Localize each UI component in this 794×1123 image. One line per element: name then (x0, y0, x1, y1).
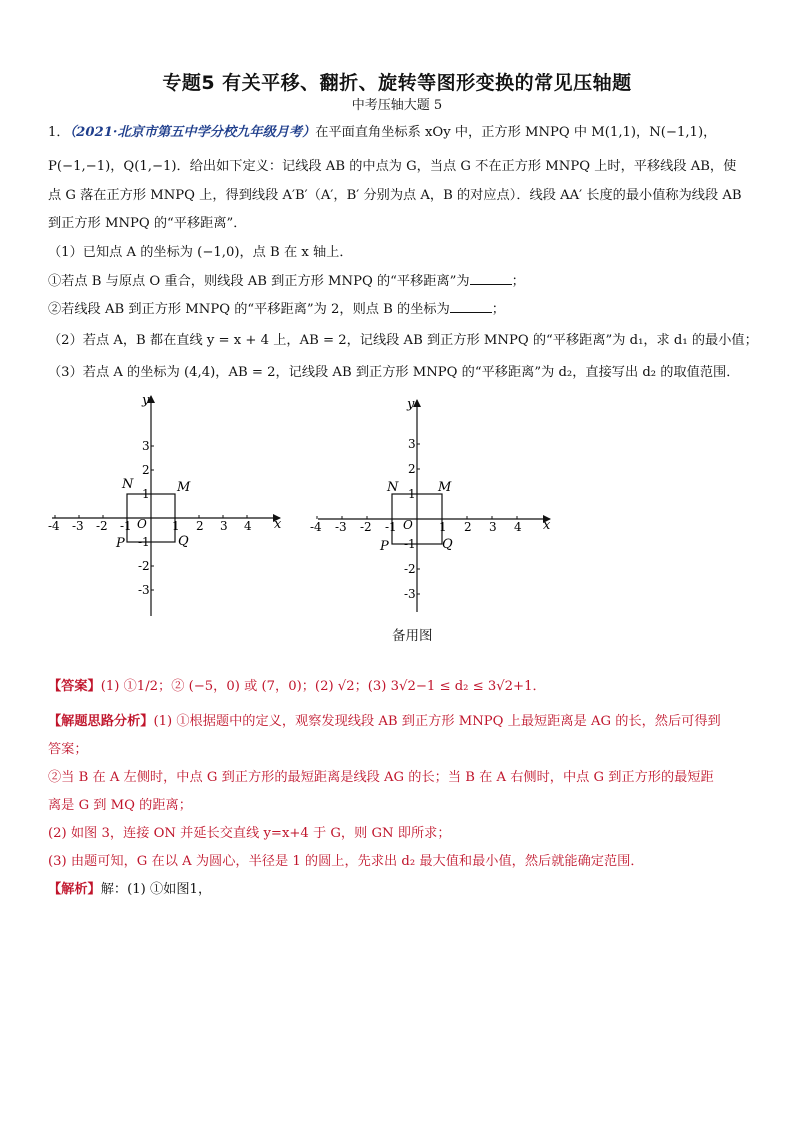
analysis-text-1: (1) ①根据题中的定义，观察发现线段 AB 到正方形 MNPQ 上最短距离是 AG 的长，然后可得到 (153, 714, 721, 729)
y-tick-label: -3 (404, 587, 416, 601)
label-p: P (116, 536, 125, 551)
question-1: （1）已知点 A 的坐标为 (−1,0)，点 B 在 x 轴上． (48, 245, 353, 260)
y-tick-label: -1 (138, 535, 150, 549)
problem-line-4: 到正方形 MNPQ 的“平移距离”． (48, 216, 247, 231)
x-tick-label: -2 (96, 519, 108, 533)
x-tick-label: -3 (72, 519, 84, 533)
analysis-line-4: 离是 G 到 MQ 的距离； (48, 798, 192, 813)
x-tick-label: 3 (489, 520, 497, 534)
label-q: Q (178, 534, 189, 549)
x-tick-label: -4 (310, 520, 322, 534)
x-tick-label: -1 (385, 520, 397, 534)
solution-text: 解：(1) ①如图1， (100, 882, 212, 897)
x-axis-label: x (543, 518, 551, 533)
y-axis-label: y (142, 393, 150, 408)
y-tick-label: 2 (142, 463, 150, 477)
y-tick-label: -1 (404, 537, 416, 551)
problem-text-1: 在平面直角坐标系 xOy 中，正方形 MNPQ 中 M(1,1)，N(−1,1)， (315, 125, 717, 140)
label-m: M (438, 480, 452, 495)
question-1a (48, 272, 525, 291)
problem-number: 1． (48, 125, 70, 140)
y-axis-label: y (407, 397, 415, 412)
y-tick-label: -3 (138, 583, 150, 597)
answer-text: (1) ①1/2；② (−5，0) 或 (7，0)；(2) √2；(3) 3√2−1 ≤ d₂ ≤ 3√2+1． (100, 679, 546, 694)
label-p: P (380, 539, 389, 554)
backup-graph-caption: 备用图 (392, 628, 433, 644)
problem-line-2: P(−1,−1)，Q(1,−1)．给出如下定义：记线段 AB 的中点为 G，当点 G 不在正方形 MNPQ 上时，平移线段 AB，使 (48, 159, 737, 174)
analysis-label: 【解题思路分析】 (48, 714, 154, 729)
problem-line-1 (48, 124, 716, 142)
y-tick-label: 1 (408, 487, 416, 501)
question-1a-end: ； (511, 274, 525, 289)
question-2: （2）若点 A，B 都在直线 y = x + 4 上，AB = 2，记线段 AB 到正方形 MNPQ 的“平移距离”为 d₁，求 d₁ 的最小值； (48, 333, 758, 348)
origin-label: O (403, 518, 413, 532)
y-tick-label: 1 (142, 487, 150, 501)
coordinate-graph-backup (310, 394, 560, 616)
x-tick-label: -3 (335, 520, 347, 534)
solution-line (48, 881, 211, 899)
problem-source: （2021·北京市第五中学分校九年级月考） (69, 125, 316, 140)
analysis-line-3: ②当 B 在 A 左侧时，中点 G 到正方形的最短距离是线段 AG 的长；当 B 在 A 右侧时，中点 G 到正方形的最短距 (48, 770, 714, 785)
coordinate-graph-main (48, 388, 298, 620)
problem-line-3: 点 G 落在正方形 MNPQ 上，得到线段 A′B′（A′，B′ 分别为点 A，B 的对应点）．线段 AA′ 长度的最小值称为线段 AB (48, 188, 742, 203)
y-tick-label: 3 (408, 437, 416, 451)
page-title: 专题5 有关平移、翻折、旋转等图形变换的常见压轴题 (162, 72, 632, 94)
label-m: M (177, 480, 191, 495)
answer-label: 【答案】 (48, 679, 101, 694)
x-tick-label: -1 (120, 519, 132, 533)
page-subtitle: 中考压轴大题 5 (351, 98, 443, 113)
x-tick-label: 2 (464, 520, 472, 534)
question-1b (48, 300, 505, 319)
question-1a-text: ①若点 B 与原点 O 重合，则线段 AB 到正方形 MNPQ 的“平移距离”为 (48, 274, 470, 289)
label-q: Q (442, 537, 453, 552)
x-tick-label: -2 (360, 520, 372, 534)
x-tick-label: -4 (48, 519, 60, 533)
answer-blank (470, 272, 512, 285)
y-tick-label: -2 (404, 562, 416, 576)
x-tick-label: 1 (439, 520, 447, 534)
question-1b-end: ； (491, 302, 505, 317)
question-3: （3）若点 A 的坐标为 (4,4)，AB = 2，记线段 AB 到正方形 MNPQ 的“平移距离”为 d₂，直接写出 d₂ 的取值范围． (48, 365, 740, 380)
x-tick-label: 2 (196, 519, 204, 533)
origin-label: O (137, 517, 147, 531)
y-tick-label: 2 (408, 462, 416, 476)
x-tick-label: 3 (220, 519, 228, 533)
answer-line (48, 678, 546, 696)
label-n: N (122, 477, 134, 492)
analysis-line-1 (48, 713, 721, 731)
analysis-line-6: (3) 由题可知，G 在以 A 为圆心，半径是 1 的圆上，先求出 d₂ 最大值和最小值，然后就能确定范围． (48, 854, 644, 869)
analysis-line-2: 答案； (48, 742, 88, 757)
solution-label: 【解析】 (48, 882, 101, 897)
question-1b-text: ②若线段 AB 到正方形 MNPQ 的“平移距离”为 2，则点 B 的坐标为 (48, 302, 450, 317)
answer-blank (450, 300, 492, 313)
label-n: N (387, 480, 399, 495)
x-tick-label: 1 (172, 519, 180, 533)
analysis-line-5: (2) 如图 3，连接 ON 并延长交直线 y=x+4 于 G，则 GN 即所求； (48, 826, 451, 841)
y-tick-label: -2 (138, 559, 150, 573)
y-tick-label: 3 (142, 439, 150, 453)
x-tick-label: 4 (514, 520, 522, 534)
x-axis-label: x (274, 517, 282, 532)
x-tick-label: 4 (244, 519, 252, 533)
